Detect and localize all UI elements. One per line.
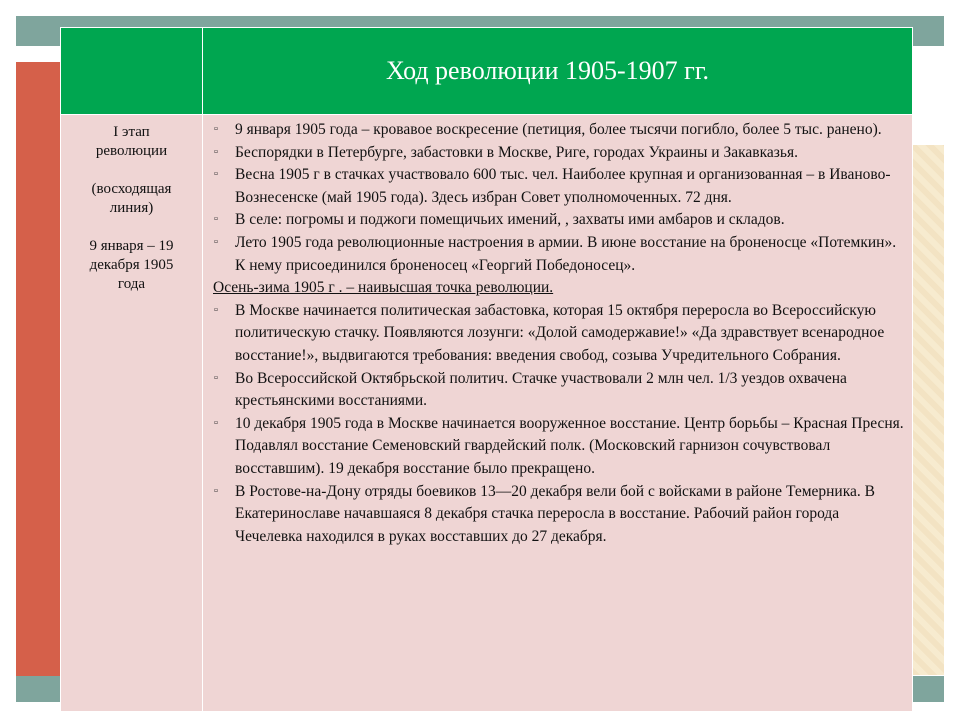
square-bullet-icon: ▫ xyxy=(214,235,218,248)
list-item: ▫ Лето 1905 года революционные настроения в армии. В июне восстание на броненосце «Потемкин». К нему присоединился броненосец «Георгий Победоносец». xyxy=(213,232,906,277)
list-item: ▫ Во Всероссийской Октябрьской политич. Стачке участвовали 2 млн чел. 1/3 уездов охвачена крестьянскими восстаниями. xyxy=(213,368,906,413)
stage-dates: декабря 1905 xyxy=(89,257,174,273)
section-subheading: Осень-зима 1905 г . – наивысшая точка революции. xyxy=(213,279,554,297)
stage-line: I этап xyxy=(113,124,150,140)
events-list-1 xyxy=(213,119,906,277)
list-item: ▫ В Ростове-на-Дону отряды боевиков 13—20 декабря вели бой с войсками в районе Темерника. В Екатеринославе начавшаяся 8 декабря стачка переросла в восстание. Рабочий район города Чечелевка находился в руках восставших до 27 декабря. xyxy=(213,481,906,549)
table-row xyxy=(61,115,913,712)
square-bullet-icon: ▫ xyxy=(214,484,218,497)
slide-beige-panel xyxy=(912,145,944,675)
stage-line: линия) xyxy=(109,200,154,216)
square-bullet-icon: ▫ xyxy=(214,213,218,226)
table-header-row xyxy=(61,28,913,115)
events-cell xyxy=(203,115,913,712)
stage-line: революции xyxy=(95,143,168,159)
stage-line: (восходящая xyxy=(91,181,172,197)
stage-cell xyxy=(61,115,203,712)
list-item: ▫ В Москве начинается политическая забастовка, которая 15 октября переросла во Всероссийскую политическую стачку. Появляются лозунги: «Долой самодержавие!» «Да здравствует всенародное восстание!», выдвигаются требования: введения свобод, созыва Учредительного Собрания. xyxy=(213,300,906,368)
stage-dates: года xyxy=(117,276,146,292)
header-empty-cell xyxy=(61,28,203,115)
square-bullet-icon: ▫ xyxy=(214,416,218,429)
list-item: ▫ В селе: погромы и поджоги помещичьих имений, , захваты ими амбаров и складов. xyxy=(213,209,906,232)
square-bullet-icon: ▫ xyxy=(214,145,218,158)
stage-dates: 9 января – 19 xyxy=(89,238,174,254)
list-item: ▫ Беспорядки в Петербурге, забастовки в Москве, Риге, городах Украины и Закавказья. xyxy=(213,142,906,165)
events-list-2 xyxy=(213,300,906,549)
slide-red-panel xyxy=(16,62,62,682)
revolution-table xyxy=(60,27,913,712)
page-title: Ход революции 1905-1907 гг. xyxy=(203,28,913,115)
list-item: ▫ 10 декабря 1905 года в Москве начинается вооруженное восстание. Центр борьбы – Красная Пресня. Подавлял восстание Семеновский гвардейский полк. (Московский гарнизон сочувствовал восставшим). 19 декабря восстание было прекращено. xyxy=(213,413,906,481)
list-item: ▫ 9 января 1905 года – кровавое воскресение (петиция, более тысячи погибло, более 5 тыс. ранено). xyxy=(213,119,906,142)
square-bullet-icon: ▫ xyxy=(214,371,218,384)
square-bullet-icon: ▫ xyxy=(214,303,218,316)
square-bullet-icon: ▫ xyxy=(214,123,218,135)
list-item: ▫ Весна 1905 г в стачках участвовало 600 тыс. чел. Наиболее крупная и организованная – в Иваново-Вознесенске (май 1905 года). Здесь избран Совет уполномоченных. 72 дня. xyxy=(213,164,906,209)
square-bullet-icon: ▫ xyxy=(214,168,218,181)
